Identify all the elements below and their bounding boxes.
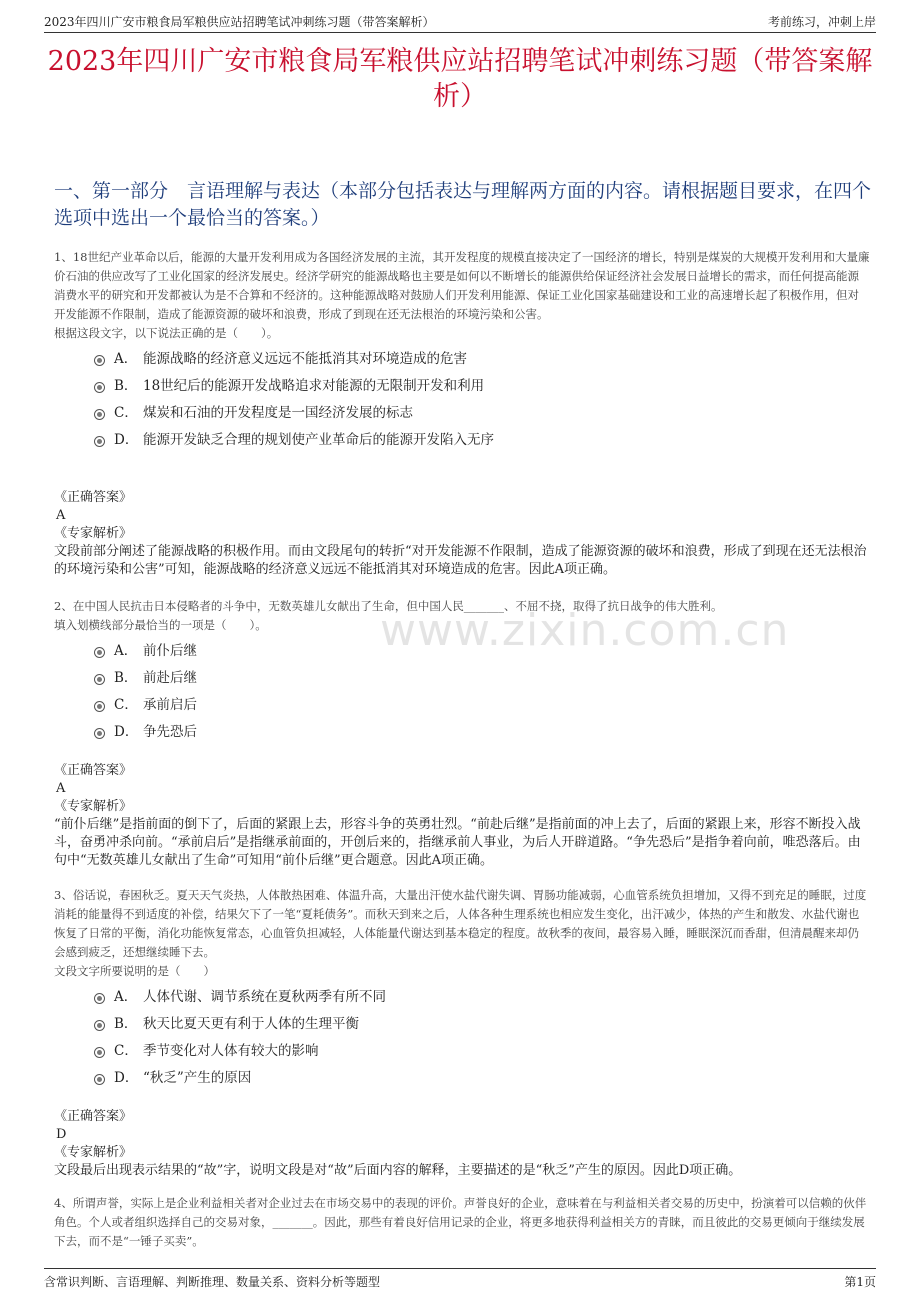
answer-block-2	[54, 762, 870, 870]
option-text: 争先恐后	[143, 724, 197, 740]
option-list	[54, 984, 870, 1092]
question-2	[54, 597, 870, 746]
option-c[interactable]	[54, 692, 870, 719]
option-text: 前仆后继	[143, 643, 197, 659]
question-3	[54, 886, 870, 1092]
watermark: www.zixin.com.cn	[380, 605, 790, 656]
option-d[interactable]	[54, 427, 870, 454]
question-text: 2、在中国人民抗击日本侵略者的斗争中，无数英雄儿女献出了生命，但中国人民_______、不屈不挠，取得了抗日战争的伟大胜利。	[54, 599, 723, 613]
radio-icon[interactable]	[94, 993, 105, 1004]
explanation-label: 《专家解析》	[54, 799, 133, 814]
option-letter: A．	[114, 351, 138, 367]
question-prompt: 填入划横线部分最恰当的一项是（ ）。	[54, 618, 267, 632]
question-text: 4、所谓声誉，实际上是企业利益相关者对企业过去在市场交易中的表现的评价。声誉良好的企业，意味着在与利益相关者交易的历史中，扮演着可以信赖的伙伴角色。个人或者组织选择自己的交易对象，_______。因此，那些有着良好信用记录的企业，将更多地获得利益相关方的青睐，而且彼此的交易更倾向于继续发展下去，而不是“一锤子买卖”。	[54, 1196, 867, 1248]
option-a[interactable]	[54, 638, 870, 665]
option-text: 人体代谢、调节系统在夏秋两季有所不同	[143, 989, 386, 1005]
option-d[interactable]	[54, 1065, 870, 1092]
question-1	[54, 248, 870, 454]
option-text: 季节变化对人体有较大的影响	[143, 1043, 319, 1059]
answer-label: 《正确答案》	[54, 1109, 133, 1124]
option-d[interactable]	[54, 719, 870, 746]
radio-icon[interactable]	[94, 436, 105, 447]
explanation-text: 文段前部分阐述了能源战略的积极作用。而由文段尾句的转折“对开发能源不作限制，造成了能源资源的破坏和浪费，形成了到现在还无法根治的环境污染和公害”可知，能源战略的经济意义远远不能抵消其对环境造成的危害。因此A项正确。	[54, 544, 867, 577]
answer-block-3	[54, 1108, 870, 1180]
radio-icon[interactable]	[94, 382, 105, 393]
option-text: 18世纪后的能源开发战略追求对能源的无限制开发和利用	[143, 378, 485, 394]
question-4	[54, 1194, 870, 1251]
option-c[interactable]	[54, 400, 870, 427]
header-slogan: 考前练习，冲刺上岸	[767, 15, 876, 29]
radio-icon[interactable]	[94, 674, 105, 685]
header-doc-title: 2023年四川广安市粮食局军粮供应站招聘笔试冲刺练习题（带答案解析）	[44, 15, 435, 29]
option-a[interactable]	[54, 346, 870, 373]
option-text: 承前启后	[143, 697, 197, 713]
radio-icon[interactable]	[94, 647, 105, 658]
answer-value: A	[56, 781, 66, 796]
option-letter: D．	[114, 1070, 139, 1086]
option-letter: D．	[114, 432, 139, 448]
option-b[interactable]	[54, 665, 870, 692]
option-letter: B．	[114, 378, 138, 394]
option-b[interactable]	[54, 1011, 870, 1038]
question-text: 3、俗话说，春困秋乏。夏天天气炎热，人体散热困难、体温升高，大量出汗使水盐代谢失调、胃肠功能减弱，心血管系统负担增加，又得不到充足的睡眠，过度消耗的能量得不到适度的补偿，结果欠下了一笔“夏耗债务”。而秋天到来之后，人体各种生理系统也相应发生变化，出汗减少，体热的产生和散发、水盐代谢也恢复了日常的平衡，消化功能恢复常态，心血管负担减轻，人体能量代谢达到基本稳定的程度。故秋季的夜间，最容易入睡，睡眠深沉而香甜，但清晨醒来却仍会感到疲乏，还想继续睡下去。	[54, 888, 867, 959]
page-footer	[44, 1268, 876, 1293]
option-letter: C．	[114, 405, 138, 421]
option-letter: A．	[114, 643, 138, 659]
option-letter: D．	[114, 724, 139, 740]
option-letter: C．	[114, 697, 138, 713]
page-header	[44, 10, 876, 33]
answer-block-1	[54, 489, 870, 579]
option-letter: B．	[114, 670, 138, 686]
radio-icon[interactable]	[94, 701, 105, 712]
question-prompt: 根据这段文字，以下说法正确的是（ ）。	[54, 326, 279, 340]
question-prompt: 文段文字所要说明的是（ ）	[54, 964, 215, 978]
option-a[interactable]	[54, 984, 870, 1011]
answer-label: 《正确答案》	[54, 763, 133, 778]
option-text: 前赴后继	[143, 670, 197, 686]
explanation-label: 《专家解析》	[54, 1145, 133, 1160]
option-letter: B．	[114, 1016, 138, 1032]
footer-topics: 含常识判断、言语理解、判断推理、数量关系、资料分析等题型	[44, 1275, 381, 1289]
option-letter: C．	[114, 1043, 138, 1059]
option-text: “秋乏”产生的原因	[143, 1070, 252, 1086]
option-text: 煤炭和石油的开发程度是一国经济发展的标志	[143, 405, 413, 421]
option-text: 能源开发缺乏合理的规划使产业革命后的能源开发陷入无序	[143, 432, 494, 448]
option-letter: A．	[114, 989, 138, 1005]
radio-icon[interactable]	[94, 409, 105, 420]
option-list	[54, 638, 870, 746]
explanation-label: 《专家解析》	[54, 526, 133, 541]
page-number: 第1页	[844, 1275, 876, 1289]
document-title: 2023年四川广安市粮食局军粮供应站招聘笔试冲刺练习题（带答案解析）	[47, 46, 873, 112]
radio-icon[interactable]	[94, 1047, 105, 1058]
radio-icon[interactable]	[94, 1074, 105, 1085]
answer-label: 《正确答案》	[54, 490, 133, 505]
option-text: 秋天比夏天更有利于人体的生理平衡	[143, 1016, 359, 1032]
explanation-text: “前仆后继”是指前面的倒下了，后面的紧跟上去，形容斗争的英勇壮烈。“前赴后继”是指前面的冲上去了，后面的紧跟上来，形容不断投入战斗，奋勇冲杀向前。“承前启后”是指继承前面的，开创后来的，指继承前人事业，为后人开辟道路。“争先恐后”是指争着向前，唯恐落后。由句中“无数英雄儿女献出了生命”可知用“前仆后继”更合题意。因此A项正确。	[54, 817, 861, 868]
option-list	[54, 346, 870, 454]
radio-icon[interactable]	[94, 1020, 105, 1031]
option-b[interactable]	[54, 373, 870, 400]
question-text: 1、18世纪产业革命以后，能源的大量开发利用成为各国经济发展的主流，其开发程度的规模直接决定了一国经济的增长，特别是煤炭的大规模开发利用和大量廉价石油的供应改写了工业化国家的经济发展史。经济学研究的能源战略也主要是如何以不断增长的能源供给保证经济社会发展日益增长的需求，而任何提高能源消费水平的研究和开发都被认为是不合算和不经济的。这种能源战略对鼓励人们开发利用能源、保证工业化国家基础建设和工业的高速增长起了积极作用，但对开发能源不作限制，造成了能源资源的破坏和浪费，形成了到现在还无法根治的环境污染和公害。	[54, 250, 870, 321]
option-c[interactable]	[54, 1038, 870, 1065]
answer-value: D	[56, 1127, 67, 1142]
option-text: 能源战略的经济意义远远不能抵消其对环境造成的危害	[143, 351, 467, 367]
radio-icon[interactable]	[94, 355, 105, 366]
radio-icon[interactable]	[94, 728, 105, 739]
section-heading: 一、第一部分 言语理解与表达（本部分包括表达与理解两方面的内容。请根据题目要求，在四个选项中选出一个最恰当的答案。）	[54, 180, 872, 229]
explanation-text: 文段最后出现表示结果的“故”字，说明文段是对“故”后面内容的解释，主要描述的是“秋乏”产生的原因。因此D项正确。	[54, 1163, 742, 1178]
answer-value: A	[56, 508, 66, 523]
